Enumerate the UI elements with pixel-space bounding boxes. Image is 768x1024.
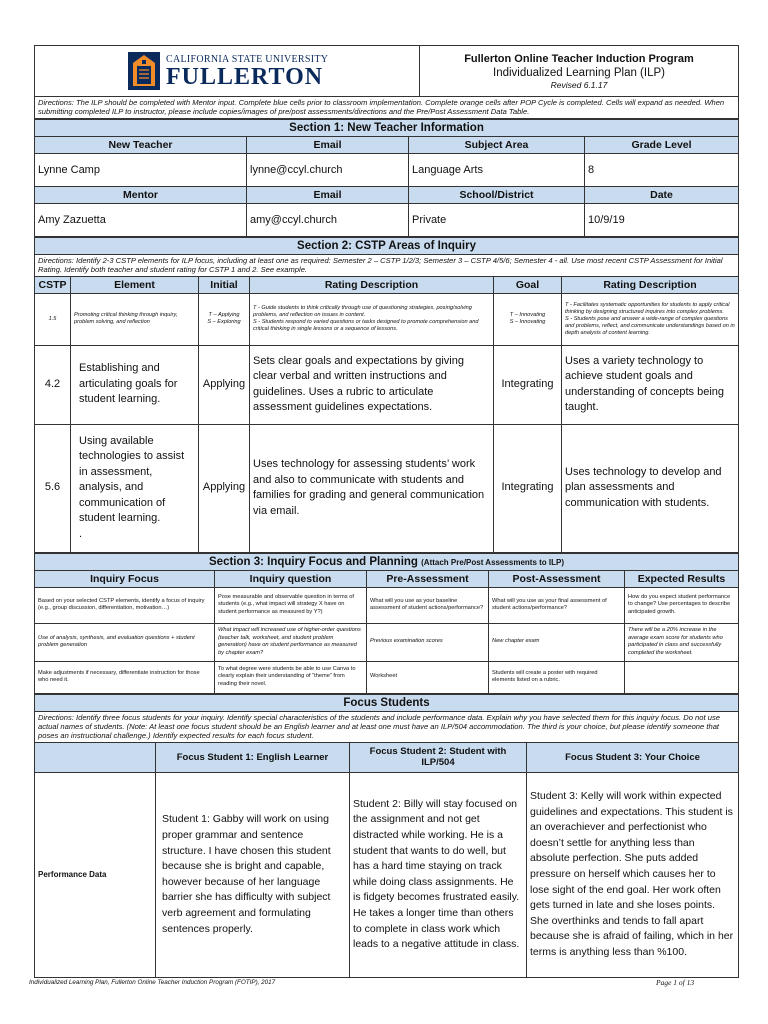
- row1-rating: Sets clear goals and expectations by giving clear verbal and written instructions and guidelines. Uses a rubric to articulate assessment guidelines expectations.: [250, 345, 494, 424]
- plan-title: Individualized Learning Plan (ILP): [493, 66, 665, 79]
- header-goal-rating-description: Rating Description: [562, 276, 739, 293]
- section3-title-note: (Attach Pre/Post Assessments to ILP): [421, 557, 564, 567]
- section3-title: Section 3: Inquiry Focus and Planning: [209, 555, 418, 568]
- program-title: Fullerton Online Teacher Induction Program: [464, 52, 694, 65]
- example-inquiry-focus: Use of analysis, synthesis, and evaluation questions + student problem generation: [35, 623, 215, 661]
- new-teacher-value: Lynne Camp: [35, 153, 247, 186]
- focus-students-table: [34, 694, 739, 978]
- header-cstp: CSTP: [35, 276, 71, 293]
- header-grade-level: Grade Level: [585, 136, 739, 153]
- example-cstp: 1.5: [35, 293, 71, 345]
- focus-students-directions: Directions: Identify three focus students for your inquiry. Identify special characteristics of the students and include performance data. Explain why you have selected them for this inquiry focus. Do not use actual names of students. (Note: At least one focus student should be an English learner and at least one must have an ILP/504 accommodation. The third is your choice, but please identify someone that poses an instructional challenge.) Identify expected results for each focus student.: [35, 711, 739, 742]
- row1-goal-rating: Uses a variety technology to achieve student goals and understanding of concepts being taught.: [562, 345, 739, 424]
- section3-table: [34, 553, 739, 694]
- program-title-cell: [420, 46, 739, 97]
- directions-top: Directions: The ILP should be completed with Mentor input. Complete blue cells prior to classroom implementation. Complete orange cells after POP Cycle is completed. Cells will expand as needed. When submitting completed ILP to instructor, please include copies/images of pre/post assessments/directions and the Pre/Post Assessment Data Table.: [35, 97, 739, 119]
- row1-cstp: 4.2: [35, 345, 71, 424]
- header-pre-assessment: Pre-Assessment: [367, 570, 489, 587]
- header-focus-student-1: Focus Student 1: English Learner: [156, 742, 350, 772]
- row2-initial: Applying: [199, 424, 250, 552]
- school-district-value: Private: [409, 203, 585, 236]
- header-rating-description: Rating Description: [250, 276, 494, 293]
- example-pre-assessment: Previous examination scores: [367, 623, 489, 661]
- logo-cell: [35, 46, 420, 97]
- revised-date: Revised 6.1.17: [550, 79, 608, 90]
- row2-goal: Integrating: [494, 424, 562, 552]
- section2-title: Section 2: CSTP Areas of Inquiry: [35, 237, 739, 254]
- header-focus-student-2: Focus Student 2: Student with ILP/504: [350, 742, 527, 772]
- entry-inquiry-focus: Make adjustments if necessary, differentiate instruction for those who need it.: [35, 661, 215, 693]
- csuf-tower-logo-icon: [128, 52, 160, 90]
- focus-students-title: Focus Students: [35, 694, 739, 711]
- row1-goal: Integrating: [494, 345, 562, 424]
- footer-document-title: Individualized Learning Plan, Fullerton Online Teacher Induction Program (FOTIP), 2017: [29, 979, 276, 986]
- prompt-inquiry-focus: Based on your selected CSTP elements, identify a focus of inquiry (e.g., group discussion, differentiation, motivation…): [35, 587, 215, 623]
- header-email: Email: [247, 136, 409, 153]
- header-expected-results: Expected Results: [625, 570, 739, 587]
- header-mentor-email: Email: [247, 186, 409, 203]
- prompt-inquiry-question: Pose measurable and observable question in terms of students (e.g., what impact will strategy X have on student performance as measured by Y?): [215, 587, 367, 623]
- header-inquiry-focus: Inquiry Focus: [35, 570, 215, 587]
- header-new-teacher: New Teacher: [35, 136, 247, 153]
- header-school-district: School/District: [409, 186, 585, 203]
- focus-header-blank: [35, 742, 156, 772]
- header-post-assessment: Post-Assessment: [489, 570, 625, 587]
- row2-rating: Uses technology for assessing students’ work and also to communicate with students and families for grading and general communication via email.: [250, 424, 494, 552]
- section2-table: [34, 237, 739, 553]
- example-rating: T - Guide students to think critically through use of questioning strategies, posing/solving problems, and reflection on issues in content. S - Students respond to varied questions or tasks designed to promote comprehension and critical thinking in single lessons or a sequence of lessons.: [250, 293, 494, 345]
- example-post-assessment: New chapter exam: [489, 623, 625, 661]
- row2-element: Using available technologies to assist in assessment, analysis, and communication of student learning.: [79, 434, 185, 525]
- focus-student-3-text: Student 3: Kelly will work within expected guidelines and expectations. This student is an overachiever and perfectionist who doesn’t settle for anything less than absolute perfection. She puts added pressure on herself which causes her to lose sight of the end goal. Her work often gets turned in late and she loses points. She overthinks and tends to fall apart because she is afraid of failing, which in her terms is anything less than %100.: [527, 772, 739, 977]
- footer-page-number: Page 1 of 13: [656, 978, 695, 987]
- example-element: Promoting critical thinking through inquiry, problem solving, and reflection: [71, 293, 199, 345]
- section3-title-cell: [35, 553, 739, 570]
- header-initial: Initial: [199, 276, 250, 293]
- example-initial: T – Applying S – Exploring: [199, 293, 250, 345]
- section2-directions: Directions: Identify 2-3 CSTP elements for ILP focus, including at least one as required: Semester 2 – CSTP 1/2/3; Semester 3 – CSTP 4/5/6; Semester 4 - all. Use most recent CSTP Assessment for Initial Rating. Identify both teacher and student rating for CSTP 1 and 2. See example.: [35, 254, 739, 276]
- row2-element-extra: .: [79, 527, 83, 540]
- focus-student-2-text: Student 2: Billy will stay focused on the assignment and not get distracted while working. He is a student that wants to do well, but has a hard time staying on track while doing class assignments. He is fidgety becomes frustrated easily. He takes a longer time than others to complete in class work which leads to a negative attitude in class.: [350, 772, 527, 977]
- university-name-line1: CALIFORNIA STATE UNIVERSITY: [166, 53, 329, 65]
- ilp-document: [34, 45, 738, 978]
- entry-post-assessment: Students will create a poster with required elements listed on a rubric.: [489, 661, 625, 693]
- example-inquiry-question: What impact will increased use of higher-order questions (teacher talk, worksheet, and student problem generation) have on student performance as measured by chapter exam?: [215, 623, 367, 661]
- row2-goal-rating: Uses technology to develop and plan assessments and communication with students.: [562, 424, 739, 552]
- row1-initial: Applying: [199, 345, 250, 424]
- header-table: [34, 45, 739, 119]
- mentor-value: Amy Zazuetta: [35, 203, 247, 236]
- section1-title: Section 1: New Teacher Information: [35, 119, 739, 136]
- row2-cstp: 5.6: [35, 424, 71, 552]
- entry-pre-assessment: Worksheet: [367, 661, 489, 693]
- entry-expected-results: [625, 661, 739, 693]
- prompt-expected-results: How do you expect student performance to change? Use percentages to describe anticipated growth.: [625, 587, 739, 623]
- mentor-email-value: amy@ccyl.church: [247, 203, 409, 236]
- prompt-pre-assessment: What will you use as your baseline assessment of student actions/performance?: [367, 587, 489, 623]
- row2-element-cell: [71, 424, 199, 552]
- section1-table: [34, 119, 739, 237]
- header-inquiry-question: Inquiry question: [215, 570, 367, 587]
- header-goal: Goal: [494, 276, 562, 293]
- performance-data-label: Performance Data: [35, 772, 156, 977]
- example-goal-rating: T - Facilitates systematic opportunities for students to apply critical thinking by designing structured inquires into complex problems. S - Students pose and answer a wide-range of complex questions and problems, reflect, and communicate understandings based on in depth analysis of content learning.: [562, 293, 739, 345]
- focus-student-1-text: Student 1: Gabby will work on using proper grammar and sentence structure. I have chosen this student because she is bright and capable, however because of her language barrier she has difficulty with subject verb agreement and formulating sentences properly.: [156, 772, 350, 977]
- grade-level-value: 8: [585, 153, 739, 186]
- entry-inquiry-question: To what degree were students be able to use Canva to clearly explain their understanding of “theme” from reading their novel.: [215, 661, 367, 693]
- header-subject-area: Subject Area: [409, 136, 585, 153]
- prompt-post-assessment: What will you use as your final assessment of student actions/performance?: [489, 587, 625, 623]
- header-mentor: Mentor: [35, 186, 247, 203]
- teacher-email-value: lynne@ccyl.church: [247, 153, 409, 186]
- example-expected-results: There will be a 20% increase in the average exam score for students who participated in class and successfully completed the worksheet.: [625, 623, 739, 661]
- header-date: Date: [585, 186, 739, 203]
- date-value: 10/9/19: [585, 203, 739, 236]
- header-element: Element: [71, 276, 199, 293]
- university-name-line2: FULLERTON: [166, 63, 324, 90]
- subject-area-value: Language Arts: [409, 153, 585, 186]
- example-goal: T – Innovating S – Innovating: [494, 293, 562, 345]
- header-focus-student-3: Focus Student 3: Your Choice: [527, 742, 739, 772]
- row1-element: Establishing and articulating goals for student learning.: [71, 345, 199, 424]
